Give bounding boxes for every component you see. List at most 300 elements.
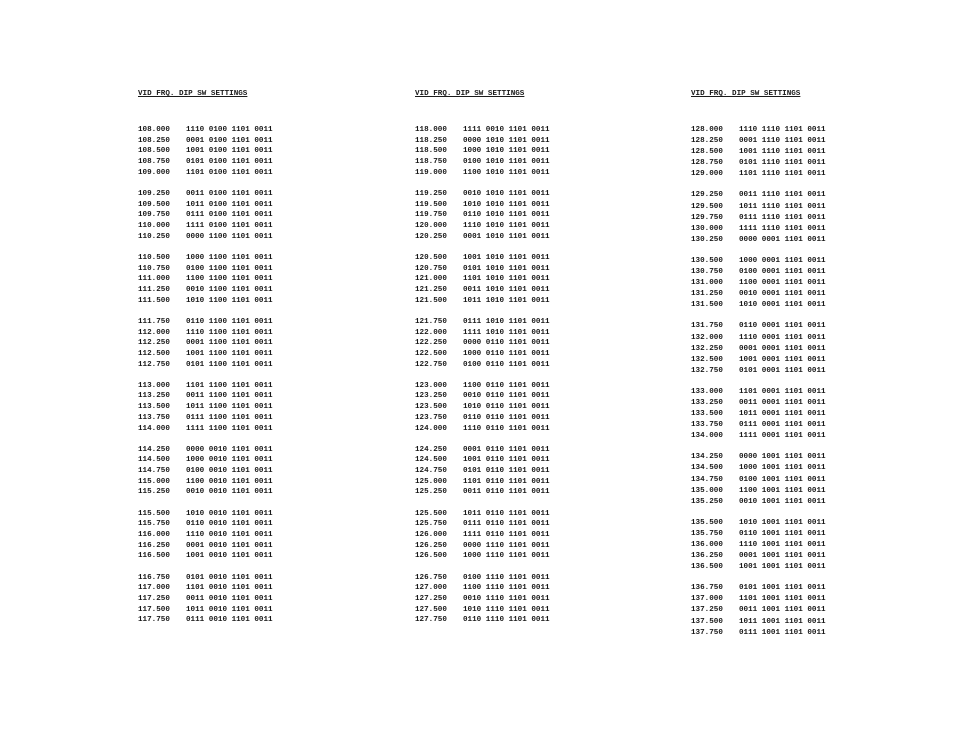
table-row [138, 360, 273, 371]
frequency-value: 117.500 [138, 605, 170, 614]
dip-switch-setting: 0010 1010 1101 0011 [463, 189, 550, 198]
table-row [691, 158, 826, 169]
dip-switch-setting: 1101 1001 1101 0011 [739, 595, 826, 604]
frequency-value: 113.500 [138, 403, 170, 412]
dip-switch-setting: 1011 0001 1101 0011 [739, 410, 826, 419]
table-row [415, 264, 550, 275]
frequency-value: 122.500 [415, 349, 447, 358]
table-row [691, 202, 826, 213]
frequency-value: 119.500 [415, 200, 447, 209]
table-row [691, 125, 826, 136]
frequency-value: 133.000 [691, 387, 723, 396]
dip-switch-setting: 0010 1110 1101 0011 [463, 594, 550, 603]
dip-switch-setting: 0010 0001 1101 0011 [739, 290, 826, 299]
dip-switch-setting: 1101 0110 1101 0011 [463, 477, 550, 486]
dip-switch-setting: 1111 0110 1101 0011 [463, 531, 550, 539]
table-row [415, 189, 550, 200]
table-row [138, 338, 273, 349]
dip-switch-setting: 1100 1110 1101 0011 [463, 584, 550, 593]
dip-switch-setting: 1101 1110 1101 0011 [739, 170, 826, 179]
dip-switch-setting: 0110 1100 1101 0011 [186, 317, 273, 326]
dip-switch-setting: 1001 1100 1101 0011 [186, 349, 273, 358]
table-row [138, 455, 273, 466]
dip-switch-setting: 0011 0010 1101 0011 [186, 594, 273, 603]
table-row [138, 530, 273, 541]
frequency-value: 126.250 [415, 541, 447, 550]
table-row [691, 475, 826, 486]
frequency-value: 137.750 [691, 628, 723, 637]
table-row [691, 224, 826, 235]
dip-switch-setting: 0000 0010 1101 0011 [186, 445, 273, 454]
frequency-value: 115.750 [138, 520, 170, 529]
dip-switch-setting: 0111 0010 1101 0011 [186, 616, 273, 625]
table-row [415, 349, 550, 360]
dip-switch-setting: 1101 0001 1101 0011 [739, 387, 826, 396]
dip-switch-setting: 0010 1001 1101 0011 [739, 497, 826, 506]
table-row [415, 125, 550, 136]
frequency-value: 125.500 [415, 509, 447, 518]
column-header: VID FRQ. DIP SW SETTINGS [415, 90, 525, 98]
dip-switch-setting: 1111 0001 1101 0011 [739, 432, 826, 441]
frequency-group [138, 381, 273, 434]
table-row [415, 477, 550, 488]
table-row [138, 189, 273, 200]
frequency-value: 131.750 [691, 322, 723, 331]
table-row [138, 328, 273, 339]
frequency-value: 132.500 [691, 355, 723, 364]
frequency-value: 132.750 [691, 366, 723, 375]
frequency-group [691, 518, 826, 573]
dip-switch-setting: 0101 0100 1101 0011 [186, 158, 273, 167]
frequency-value: 109.750 [138, 211, 170, 220]
dip-switch-setting: 0011 1001 1101 0011 [739, 606, 826, 615]
table-row [415, 360, 550, 371]
dip-switch-setting: 0000 0110 1101 0011 [463, 339, 550, 348]
table-row [691, 628, 826, 639]
frequency-value: 112.500 [138, 349, 170, 358]
dip-switch-setting: 1000 0001 1101 0011 [739, 256, 826, 265]
dip-switch-setting: 0110 1010 1101 0011 [463, 211, 550, 220]
dip-switch-setting: 1110 0100 1101 0011 [186, 126, 273, 134]
dip-switch-setting: 0111 0110 1101 0011 [463, 520, 550, 529]
frequency-value: 129.250 [691, 191, 723, 200]
table-row [138, 381, 273, 392]
table-row [691, 486, 826, 497]
frequency-value: 130.500 [691, 256, 723, 265]
table-row [691, 366, 826, 377]
frequency-value: 118.000 [415, 126, 447, 134]
table-row [415, 573, 550, 584]
frequency-value: 135.250 [691, 497, 723, 506]
frequency-value: 129.500 [691, 202, 723, 211]
table-row [691, 136, 826, 147]
table-row [691, 333, 826, 344]
table-row [415, 391, 550, 402]
frequency-group [415, 125, 550, 178]
dip-switch-setting: 1000 1110 1101 0011 [463, 552, 550, 561]
dip-switch-setting: 1010 0110 1101 0011 [463, 403, 550, 412]
table-row [138, 285, 273, 296]
dip-switch-setting: 1111 1010 1101 0011 [463, 328, 550, 337]
dip-switch-setting: 1110 1110 1101 0011 [739, 126, 826, 134]
table-row [138, 136, 273, 147]
table-row [691, 256, 826, 267]
dip-switch-setting: 0001 1110 1101 0011 [739, 137, 826, 146]
frequency-value: 124.000 [415, 424, 447, 433]
table-row [415, 541, 550, 552]
table-row [138, 168, 273, 179]
dip-switch-setting: 1001 0010 1101 0011 [186, 552, 273, 561]
dip-switch-setting: 0100 1010 1101 0011 [463, 158, 550, 167]
frequency-value: 115.500 [138, 509, 170, 518]
frequency-value: 134.000 [691, 432, 723, 441]
table-row [691, 398, 826, 409]
table-row [415, 381, 550, 392]
table-row [415, 274, 550, 285]
frequency-value: 130.250 [691, 235, 723, 244]
table-row [138, 221, 273, 232]
table-row [691, 518, 826, 529]
frequency-value: 134.750 [691, 475, 723, 484]
frequency-group [138, 125, 273, 178]
dip-switch-setting: 0111 0100 1101 0011 [186, 211, 273, 220]
frequency-value: 122.000 [415, 328, 447, 337]
frequency-value: 112.750 [138, 360, 170, 369]
dip-switch-setting: 1001 0001 1101 0011 [739, 355, 826, 364]
frequency-value: 135.000 [691, 486, 723, 495]
dip-switch-setting: 1100 1100 1101 0011 [186, 275, 273, 284]
table-row [415, 221, 550, 232]
table-row [138, 210, 273, 221]
frequency-value: 135.750 [691, 529, 723, 538]
frequency-value: 133.250 [691, 398, 723, 407]
frequency-value: 122.250 [415, 339, 447, 348]
table-row [691, 497, 826, 508]
table-row [138, 200, 273, 211]
frequency-group [691, 125, 826, 180]
dip-switch-setting: 0100 0110 1101 0011 [463, 360, 550, 369]
frequency-value: 134.250 [691, 453, 723, 462]
dip-switch-setting: 1111 1110 1101 0011 [739, 224, 826, 233]
table-row [415, 583, 550, 594]
frequency-group [138, 317, 273, 370]
dip-switch-setting: 0101 0110 1101 0011 [463, 467, 550, 476]
frequency-value: 108.250 [138, 136, 170, 145]
frequency-value: 124.250 [415, 445, 447, 454]
table-row [691, 529, 826, 540]
table-row [138, 573, 273, 584]
frequency-value: 128.000 [691, 126, 723, 134]
dip-switch-setting: 1000 0010 1101 0011 [186, 456, 273, 465]
dip-switch-setting: 1000 1010 1101 0011 [463, 147, 550, 156]
dip-switch-setting: 1100 1010 1101 0011 [463, 168, 550, 177]
table-row [415, 136, 550, 147]
frequency-value: 137.500 [691, 617, 723, 626]
frequency-value: 111.750 [138, 317, 170, 326]
frequency-value: 114.250 [138, 445, 170, 454]
frequency-value: 109.000 [138, 168, 170, 177]
dip-switch-setting: 0110 0010 1101 0011 [186, 520, 273, 529]
frequency-value: 136.500 [691, 563, 723, 572]
table-row [691, 452, 826, 463]
table-row [415, 455, 550, 466]
frequency-value: 116.000 [138, 531, 170, 539]
table-row [138, 615, 273, 626]
frequency-value: 128.750 [691, 159, 723, 168]
frequency-group [415, 317, 550, 370]
table-row [415, 551, 550, 562]
dip-switch-setting: 0111 0001 1101 0011 [739, 421, 826, 430]
dip-switch-setting: 0110 0001 1101 0011 [739, 322, 826, 331]
frequency-value: 127.250 [415, 594, 447, 603]
dip-switch-setting: 0001 1010 1101 0011 [463, 232, 550, 241]
frequency-value: 134.500 [691, 464, 723, 473]
frequency-value: 116.250 [138, 541, 170, 550]
frequency-value: 111.250 [138, 285, 170, 294]
dip-switch-setting: 0101 1010 1101 0011 [463, 264, 550, 273]
table-row [691, 540, 826, 551]
dip-switch-setting: 1010 0001 1101 0011 [739, 301, 826, 310]
dip-switch-setting: 1010 1110 1101 0011 [463, 605, 550, 614]
column-header: VID FRQ. DIP SW SETTINGS [691, 90, 801, 98]
frequency-group [415, 573, 550, 626]
frequency-value: 137.250 [691, 606, 723, 615]
dip-switch-setting: 1110 0110 1101 0011 [463, 424, 550, 433]
frequency-value: 120.500 [415, 253, 447, 262]
dip-switch-setting: 1011 1010 1101 0011 [463, 296, 550, 305]
dip-switch-setting: 1100 0001 1101 0011 [739, 279, 826, 288]
frequency-value: 128.500 [691, 148, 723, 157]
frequency-value: 118.750 [415, 158, 447, 167]
frequency-value: 124.500 [415, 456, 447, 465]
frequency-value: 114.000 [138, 424, 170, 433]
frequency-value: 136.750 [691, 584, 723, 593]
frequency-group [415, 445, 550, 498]
dip-switch-setting: 1111 1100 1101 0011 [186, 424, 273, 433]
table-row [691, 387, 826, 398]
frequency-group [138, 445, 273, 498]
dip-switch-setting: 0101 1001 1101 0011 [739, 584, 826, 593]
frequency-value: 129.750 [691, 213, 723, 222]
dip-switch-setting: 0111 1010 1101 0011 [463, 317, 550, 326]
frequency-value: 117.750 [138, 616, 170, 625]
table-row [691, 463, 826, 474]
frequency-value: 110.750 [138, 264, 170, 273]
dip-switch-setting: 1001 1110 1101 0011 [739, 148, 826, 157]
frequency-value: 131.500 [691, 301, 723, 310]
dip-switch-setting: 0001 0010 1101 0011 [186, 541, 273, 550]
frequency-value: 123.750 [415, 413, 447, 422]
dip-switch-setting: 0111 1110 1101 0011 [739, 213, 826, 222]
dip-switch-setting: 0000 1110 1101 0011 [463, 541, 550, 550]
frequency-group [138, 253, 273, 306]
frequency-value: 126.750 [415, 573, 447, 582]
table-row [691, 190, 826, 201]
dip-switch-setting: 0100 1001 1101 0011 [739, 475, 826, 484]
frequency-value: 125.250 [415, 488, 447, 497]
dip-switch-setting: 1100 0110 1101 0011 [463, 381, 550, 390]
table-row [138, 146, 273, 157]
frequency-value: 124.750 [415, 467, 447, 476]
frequency-value: 131.250 [691, 290, 723, 299]
dip-switch-setting: 0000 0001 1101 0011 [739, 235, 826, 244]
dip-switch-setting: 0001 1001 1101 0011 [739, 552, 826, 561]
dip-switch-setting: 1000 1001 1101 0011 [739, 464, 826, 473]
table-row [138, 274, 273, 285]
frequency-value: 121.750 [415, 317, 447, 326]
dip-switch-setting: 1100 0010 1101 0011 [186, 477, 273, 486]
table-column [138, 88, 273, 637]
table-row [138, 317, 273, 328]
frequency-value: 119.750 [415, 211, 447, 220]
table-row [691, 409, 826, 420]
dip-switch-setting: 1000 1100 1101 0011 [186, 253, 273, 262]
dip-switch-setting: 0001 0100 1101 0011 [186, 136, 273, 145]
table-row [691, 169, 826, 180]
table-row [138, 541, 273, 552]
frequency-value: 116.500 [138, 552, 170, 561]
table-row [138, 466, 273, 477]
table-row [415, 317, 550, 328]
dip-switch-setting: 1011 0110 1101 0011 [463, 509, 550, 518]
frequency-value: 120.000 [415, 222, 447, 230]
frequency-value: 110.000 [138, 222, 170, 230]
frequency-value: 127.500 [415, 605, 447, 614]
table-row [415, 253, 550, 264]
dip-switch-setting: 1100 1001 1101 0011 [739, 486, 826, 495]
table-row [691, 278, 826, 289]
frequency-group [691, 452, 826, 507]
frequency-group [691, 190, 826, 245]
frequency-value: 112.000 [138, 328, 170, 337]
table-row [415, 509, 550, 520]
dip-switch-setting: 1001 0100 1101 0011 [186, 147, 273, 156]
frequency-value: 119.000 [415, 168, 447, 177]
dip-switch-setting: 0110 1110 1101 0011 [463, 616, 550, 625]
frequency-value: 126.000 [415, 531, 447, 539]
dip-switch-setting: 0011 0100 1101 0011 [186, 189, 273, 198]
table-row [691, 147, 826, 158]
table-row [415, 487, 550, 498]
frequency-value: 109.250 [138, 189, 170, 198]
table-row [138, 424, 273, 435]
table-row [415, 445, 550, 456]
dip-switch-setting: 0001 0110 1101 0011 [463, 445, 550, 454]
table-row [138, 477, 273, 488]
frequency-value: 109.500 [138, 200, 170, 209]
frequency-value: 117.000 [138, 584, 170, 593]
dip-switch-setting: 0101 0001 1101 0011 [739, 366, 826, 375]
table-row [415, 296, 550, 307]
dip-switch-setting: 0100 1100 1101 0011 [186, 264, 273, 273]
dip-switch-setting: 0101 1100 1101 0011 [186, 360, 273, 369]
frequency-group [415, 253, 550, 306]
table-row [691, 300, 826, 311]
table-row [138, 391, 273, 402]
dip-switch-setting: 0110 0110 1101 0011 [463, 413, 550, 422]
table-row [415, 413, 550, 424]
table-row [138, 402, 273, 413]
dip-switch-setting: 0000 1001 1101 0011 [739, 453, 826, 462]
frequency-value: 114.500 [138, 456, 170, 465]
dip-switch-setting: 0100 0001 1101 0011 [739, 268, 826, 277]
frequency-group [691, 387, 826, 442]
table-row [691, 605, 826, 616]
dip-switch-setting: 1001 1001 1101 0011 [739, 563, 826, 572]
frequency-value: 132.000 [691, 333, 723, 342]
table-row [415, 232, 550, 243]
frequency-value: 115.000 [138, 477, 170, 486]
dip-switch-setting: 1110 1010 1101 0011 [463, 222, 550, 230]
frequency-value: 113.000 [138, 381, 170, 390]
dip-switch-setting: 0100 0010 1101 0011 [186, 467, 273, 476]
dip-switch-setting: 0111 1100 1101 0011 [186, 413, 273, 422]
dip-switch-setting: 1101 0010 1101 0011 [186, 584, 273, 593]
table-row [415, 615, 550, 626]
table-row [138, 605, 273, 616]
table-row [415, 605, 550, 616]
frequency-value: 125.000 [415, 477, 447, 486]
dip-switch-setting: 1111 0100 1101 0011 [186, 222, 273, 230]
frequency-value: 117.250 [138, 594, 170, 603]
dip-switch-setting: 1011 1110 1101 0011 [739, 202, 826, 211]
frequency-group [415, 189, 550, 242]
dip-switch-setting: 1101 1100 1101 0011 [186, 381, 273, 390]
frequency-value: 108.500 [138, 147, 170, 156]
frequency-value: 113.750 [138, 413, 170, 422]
frequency-value: 115.250 [138, 488, 170, 497]
table-row [415, 424, 550, 435]
dip-switch-setting: 1101 1010 1101 0011 [463, 275, 550, 284]
frequency-value: 129.000 [691, 170, 723, 179]
dip-switch-setting: 0001 1100 1101 0011 [186, 339, 273, 348]
frequency-value: 136.250 [691, 552, 723, 561]
frequency-value: 111.500 [138, 296, 170, 305]
frequency-value: 122.750 [415, 360, 447, 369]
table-row [138, 583, 273, 594]
frequency-value: 135.500 [691, 518, 723, 527]
table-row [691, 344, 826, 355]
column-header: VID FRQ. DIP SW SETTINGS [138, 90, 248, 98]
dip-switch-setting: 1011 1001 1101 0011 [739, 617, 826, 626]
frequency-value: 108.000 [138, 126, 170, 134]
table-column [415, 88, 550, 637]
dip-switch-setting: 1111 0010 1101 0011 [463, 126, 550, 134]
frequency-value: 131.000 [691, 279, 723, 288]
table-row [138, 487, 273, 498]
dip-switch-setting: 0010 1100 1101 0011 [186, 285, 273, 294]
table-row [138, 349, 273, 360]
table-row [691, 355, 826, 366]
frequency-value: 110.250 [138, 232, 170, 241]
dip-switch-setting: 1110 0010 1101 0011 [186, 531, 273, 539]
table-row [415, 200, 550, 211]
frequency-value: 126.500 [415, 552, 447, 561]
dip-switch-setting: 1001 1010 1101 0011 [463, 253, 550, 262]
table-row [691, 562, 826, 573]
frequency-value: 127.000 [415, 584, 447, 593]
table-row [138, 253, 273, 264]
frequency-value: 133.500 [691, 410, 723, 419]
dip-switch-setting: 0011 1110 1101 0011 [739, 191, 826, 200]
frequency-value: 121.000 [415, 275, 447, 284]
dip-switch-setting: 0110 1001 1101 0011 [739, 529, 826, 538]
dip-switch-setting: 0011 1010 1101 0011 [463, 285, 550, 294]
frequency-value: 125.750 [415, 520, 447, 529]
table-row [415, 530, 550, 541]
table-row [691, 551, 826, 562]
dip-switch-setting: 1011 0010 1101 0011 [186, 605, 273, 614]
